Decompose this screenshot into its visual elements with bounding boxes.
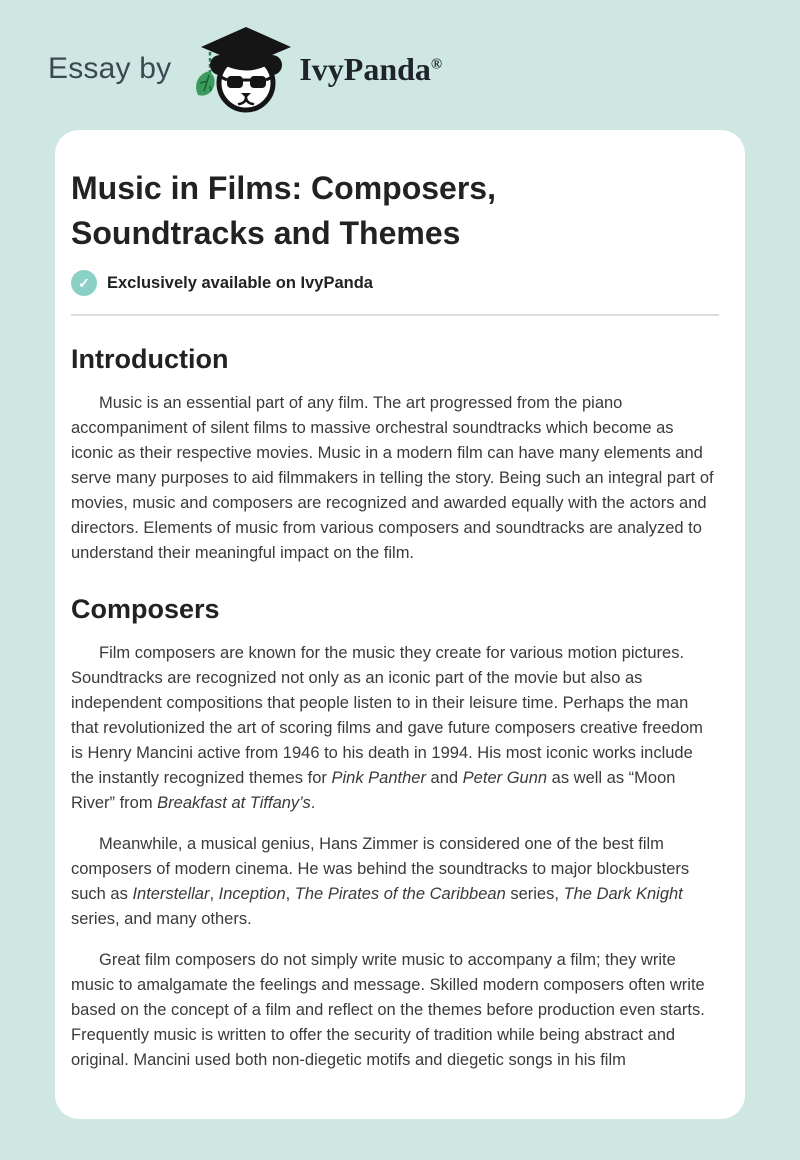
composers-paragraph-3: Great film composers do not simply write music to accompany a film; they write music to amalgamate the feelings and message. Skilled modern composers often write based on the concept of a film and reflect on the themes before production even starts. Frequently music is written to offer the security of tradition while being abstract and original. Mancini used both non-diegetic motifs and diegetic songs in his film xyxy=(71,951,705,1069)
composers-paragraph-2: Meanwhile, a musical genius, Hans Zimmer is considered one of the best film composers of modern cinema. He was behind the soundtracks to major blockbusters such as Interstellar, Inception, The Pirates of the Caribbean series, The Dark Knight series, and many others. xyxy=(71,835,690,928)
composers-paragraph-1: Film composers are known for the music they create for various motion pictures. Soundtracks are recognized not only as an iconic part of the movie but also as independent compositions that people listen to in their leisure time. Perhaps the man that revolutionized the art of scoring films and gave future composers creative freedom is Henry Mancini active from 1946 to his death in 1994. His most iconic works include the instantly recognized themes for Pink Panther and Peter Gunn as well as “Moon River” from Breakfast at Tiffany’s. xyxy=(71,644,703,812)
heading-composers: Composers xyxy=(71,594,220,624)
section-composers xyxy=(71,593,719,1073)
panda-graduate-logo-icon xyxy=(187,25,291,113)
availability-badge xyxy=(71,270,719,296)
divider xyxy=(71,314,719,316)
header xyxy=(0,0,800,112)
heading-introduction: Introduction xyxy=(71,344,229,374)
brand-text: IvyPanda xyxy=(299,50,431,87)
section-introduction xyxy=(71,343,719,566)
check-icon: ✓ xyxy=(71,270,97,296)
intro-paragraph: Music is an essential part of any film. The art progressed from the piano accompaniment of silent films to massive orchestral soundtracks which become as iconic as their respective movies. Music in a modern film can have many elements and serve many purposes to aid filmmakers in telling the story. Being such an integral part of movies, music and composers are recognized and awarded equally with the actors and directors. Elements of music from various composers and soundtracks are analyzed to understand their meaningful impact on the film. xyxy=(71,394,714,562)
brand-name xyxy=(299,51,442,88)
essay-card xyxy=(55,130,745,1119)
essay-by-label: Essay by xyxy=(48,52,172,85)
essay-title: Music in Films: Composers, Soundtracks and Themes xyxy=(71,170,496,251)
registered-mark: ® xyxy=(430,55,443,72)
availability-label: Exclusively available on IvyPanda xyxy=(107,273,373,292)
